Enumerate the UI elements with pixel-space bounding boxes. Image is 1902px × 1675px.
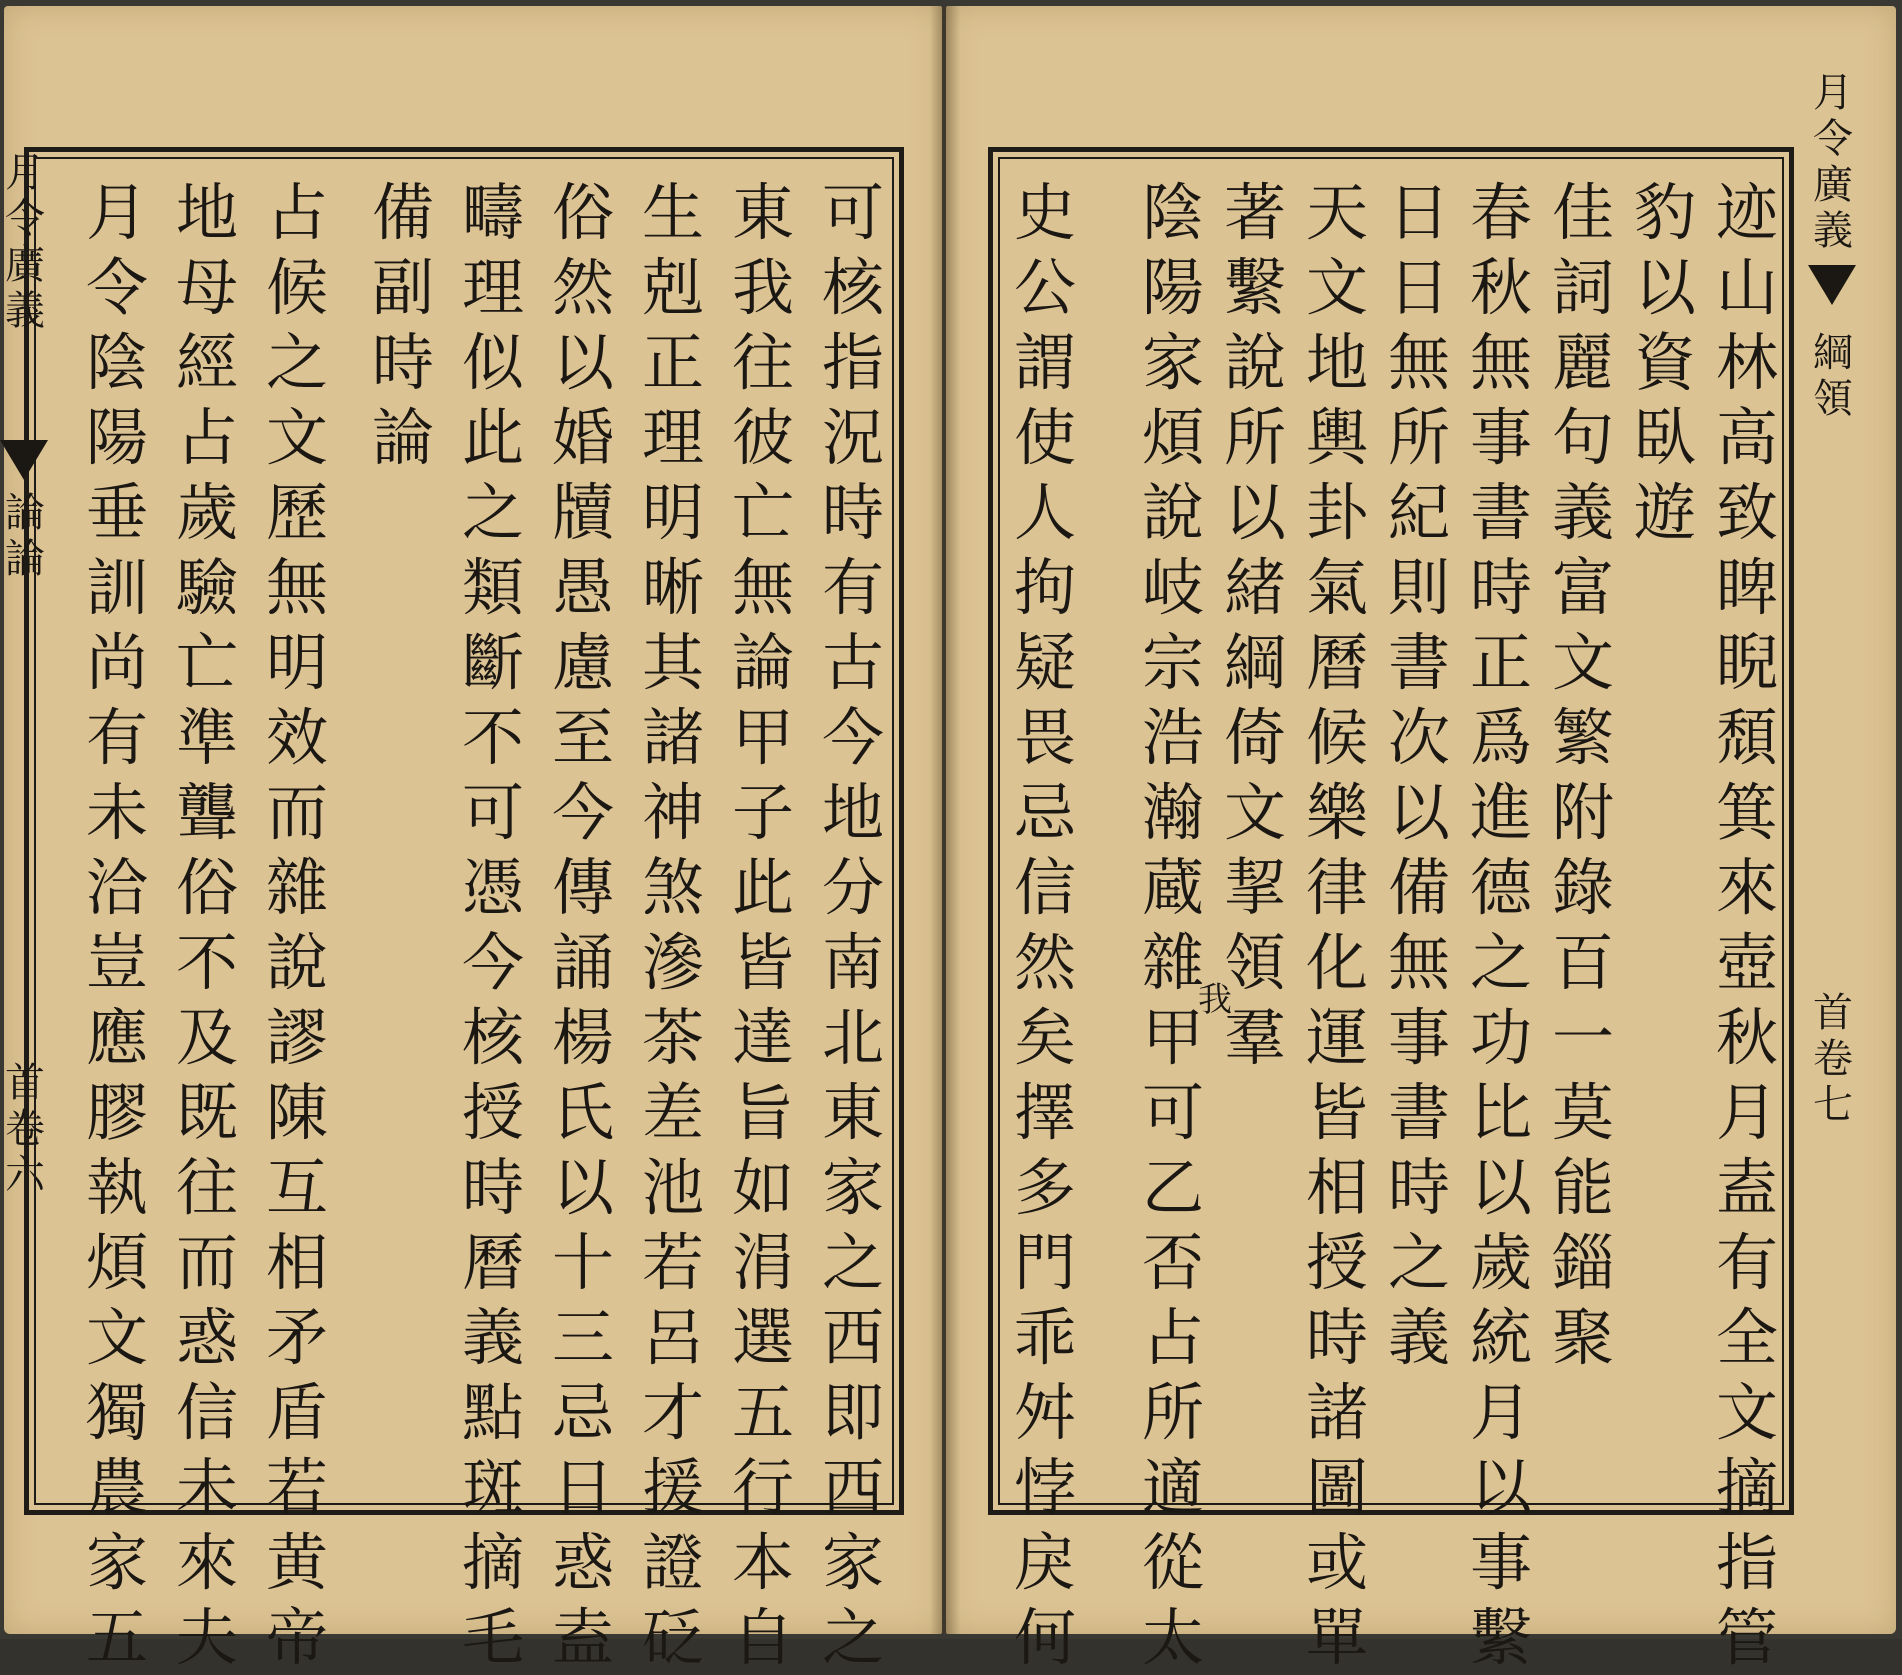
left-margin-title: 月令廣義 [5, 150, 45, 334]
left-margin-section: 論論 [5, 490, 45, 582]
right-column-4: 春秋無事書時正爲進德之功比以歲統月以事繫 [1469, 176, 1532, 1674]
left-column-9: 月令陰陽垂訓尚有未洽豈應膠執煩文獨農家五 [85, 176, 148, 1674]
right-column-1: 迹山林高致睥睨頹箕來壺秋月盍有全文摘指管 [1715, 176, 1778, 1674]
left-column-7: 占候之文歷無明效而雜說謬陳互相矛盾若黄帝 [265, 176, 328, 1674]
right-column-2: 豹以資臥遊 [1633, 176, 1696, 549]
right-column-9: 史公謂使人拘疑畏忌信然矣擇多門乖舛悖戾何 [1013, 176, 1076, 1674]
left-margin-volume: 首卷六 [5, 1060, 45, 1198]
right-margin-volume: 首卷七 [1813, 990, 1853, 1128]
right-small-note: 我 [1198, 980, 1232, 1020]
right-column-6: 天文地輿卦氣曆候樂律化運皆相授時諸圖或單 [1305, 176, 1368, 1674]
right-fish-tail [1808, 265, 1856, 305]
left-column-6: 備副時論 [371, 176, 434, 474]
left-column-1: 可核指況時有古今地分南北東家之西即西家之 [821, 176, 884, 1674]
right-column-3: 佳詞麗句義富文繁附錄百一莫能錙聚 [1551, 176, 1614, 1374]
left-fish-tail [0, 440, 48, 480]
left-column-4: 俗然以婚牘愚慮至今傳誦楊氏以十三忌日惑盍 [551, 176, 614, 1674]
right-margin-title: 月令廣義 [1813, 70, 1853, 254]
right-column-8: 陰陽家煩說岐宗浩瀚蔵雜甲可乙否占所適從太 [1141, 176, 1204, 1674]
left-column-3: 生剋正理明晰其諸神煞滲茶差池若呂才援證砭 [641, 176, 704, 1674]
right-margin-section: 綱領 [1813, 330, 1853, 422]
left-column-5: 疇理似此之類斷不可憑今核授時曆義點斑摘毛 [461, 176, 524, 1674]
right-column-7: 著繫說所以緒綱倚文挈領羣 [1223, 176, 1286, 1074]
right-column-5: 日日無所紀則書次以備無事書時之義 [1387, 176, 1450, 1374]
left-column-2: 東我往彼亡無論甲子此皆達旨如涓選五行本自 [731, 176, 794, 1674]
book-gutter [930, 6, 960, 1634]
left-column-8: 地母經占歲驗亡準聾俗不及既往而惑信未來夫 [175, 176, 238, 1674]
